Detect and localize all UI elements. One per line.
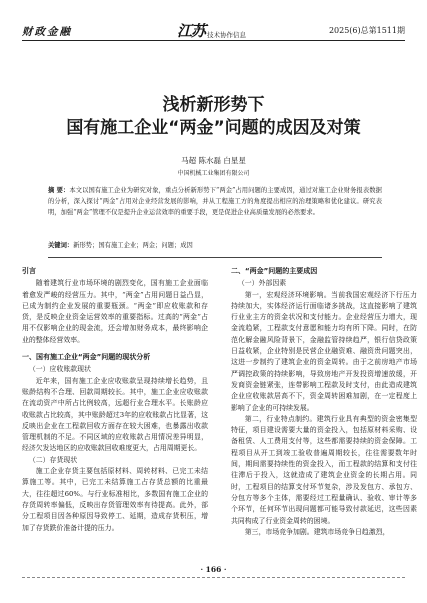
keywords-text: 新形势；国有施工企业；两金；问题；成因 <box>73 242 193 249</box>
abstract-text: 本文以国有施工企业为研究对象，重点分析新形势下“两金”占用问题的主要成因，通过对施工企业财务报表数据的分析，深入探讨“两金”占用对企业经营发展的影响，并从工程施工方的角度提出相应的治理策略和优化建议。研究表明，加强“两金”管理不仅是提升企业运营效率的重要手段，更是促进企业高质量发展的必然要求。 <box>48 187 382 216</box>
authors: 马超 陈水磊 白星星 <box>181 156 246 165</box>
external-factors-heading: （一）外部因素 <box>237 279 287 288</box>
intro-paragraph: 随着建筑行业市场环境的剧烈变化，国有施工企业面临着愈发严峻的经营压力。其中，“两金”占用问题日益凸显，已成为制约企业发展的重要瓶颈。“两金”即应收账款和存货，是反映企业资金运营效率的重要指标。过高的“两金”占用不仅影响企业的现金流，还会增加财务成本，最终影响企业的整体经营效率。 <box>22 279 208 344</box>
keywords <box>48 240 382 249</box>
affiliation: 中国机械工业集团有限公司 <box>177 170 250 177</box>
industry-paragraph: 第二，行业特点制约。建筑行业具有典型的资金密集型特征，项目建设需要大量的资金投入，包括原材料采购、设备租赁、人工费用支付等，这些都需要持续的资金保障。工程项目从开工到竣工验收普遍周期较长，往往需要数年时间，期间需要持续性的资金投入，而工程款的结算和支付往往滞后于投入，这就造成了建筑企业资金的长期占用。同时，工程项目的结算支付环节复杂，涉及发包方、承包方、分包方等多个主体，需要经过工程量确认、验收、审计等多个环节，任何环节出现问题都可能导致付款延迟，这些因素共同构成了行业资金周转的困境。 <box>231 414 417 525</box>
article-title-line2: 国有施工企业“两金”问题的成因及对策 <box>66 118 361 138</box>
header-rule <box>22 40 405 41</box>
abstract <box>48 186 382 218</box>
intro-heading: 引言 <box>22 267 36 275</box>
inventory-paragraph: 施工企业存货主要包括原材料、周转材料、已完工未结算施工等。其中，已完工未结算施工占存货总额的比重最大，往往超过60%。与行业标准相比，多数国有施工企业的存货周转率偏低，反映出存货管理效率有待提高。此外，部分工程项目因各种原因导致停工、延期，造成存货积压，增加了存货跌价准备计提的压力。 <box>22 467 208 532</box>
keywords-label: 关键词： <box>48 242 74 249</box>
abstract-label: 摘 要： <box>48 187 70 194</box>
journal-subtitle: 技术协作信息 <box>207 31 247 39</box>
subsection2-heading: （二）存货现状 <box>28 455 78 464</box>
receivables-paragraph: 近年来，国有施工企业应收账款呈现持续增长趋势，且账龄结构不合理、回款周期较长。其中，施工企业应收账款在流动资产中所占比例较高，远超行业合理水平。长账龄应收账款占比较高，其中账龄超过3年的应收账款占比显著，这反映出企业在工程款回收方面存在较大困难，也暴露出收款管理机制的不足。不同区域的应收账款占用情况差异明显，经济欠发达地区的应收账款回收难度更大，占用周期更长。 <box>22 376 208 453</box>
journal-masthead <box>177 20 246 41</box>
section-name: 财政金融 <box>22 26 72 38</box>
left-column <box>22 265 208 534</box>
article-title-line1: 浅析新形势下 <box>162 95 265 115</box>
section1-heading: 一、国有施工企业“两金”问题的现状分析 <box>22 353 151 362</box>
keywords-divider <box>48 257 382 258</box>
subsection1-heading: （一）应收账款现状 <box>28 365 91 374</box>
right-column <box>231 265 417 538</box>
journal-logo: 江苏 <box>177 22 206 40</box>
competition-paragraph: 第三，市场竞争加剧。建筑市场竞争日趋激烈， <box>244 527 390 536</box>
running-header <box>0 0 427 48</box>
macro-economy-paragraph: 第一，宏观经济环境影响。当前我国宏观经济下行压力持续加大，实体经济运行面临诸多挑战，这直接影响了建筑行业业主方的资金状况和支付能力。企业经营压力增大，现金流趋紧，工程款支付意愿和能力均有所下降。同时，在防范化解金融风险背景下，金融监管持续趋严，银行信贷政策日益收紧，企业特别是民营企业融资难、融资贵问题突出，这进一步制约了建筑企业的资金周转。由于之前房地产市场严调控政策的持续影响，导致房地产开发投资增速放缓，开发商资金链紧张，连带影响工程款及时支付，由此造成建筑企业应收账款居高不下，资金周转困难加剧，在一定程度上影响了企业的可持续发展。 <box>231 290 417 412</box>
issue-number: 2025(6)总第1511期 <box>328 26 405 35</box>
section2-heading: 二、“两金”问题的主要成因 <box>231 267 318 275</box>
footer-rule <box>22 577 405 578</box>
page-number: · 166 · <box>200 565 227 574</box>
